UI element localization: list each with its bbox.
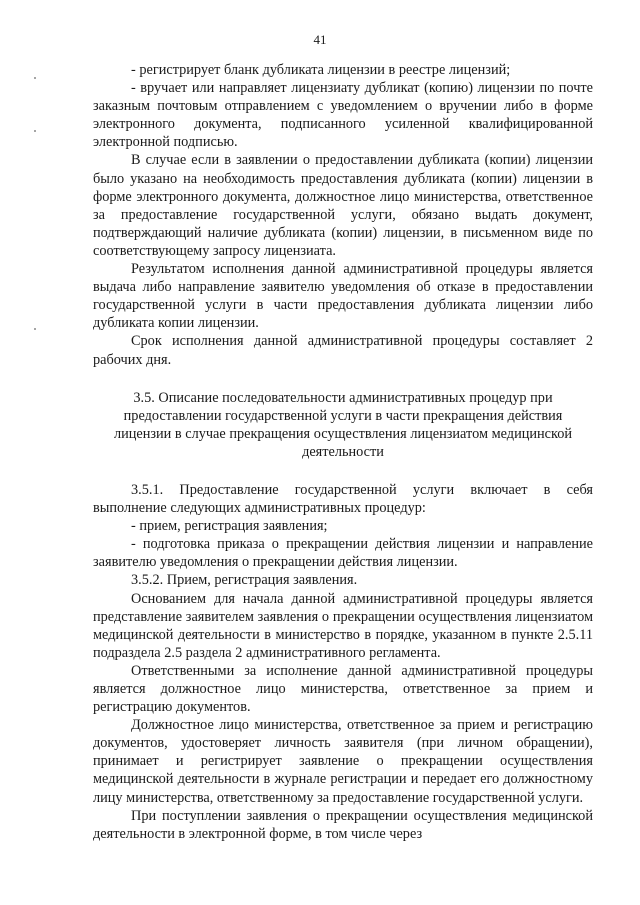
paragraph: 3.5.1. Предоставление государственной услуги включает в себя выполнение следующих административных процедур: (93, 481, 593, 517)
scan-speck (34, 130, 36, 132)
paragraph: 3.5.2. Прием, регистрация заявления. (131, 572, 358, 589)
paragraph: - прием, регистрация заявления; (131, 518, 328, 535)
paragraph: Основанием для начала данной административной процедуры является представление заявителем заявления о прекращении осуществления лицензиатом медицинской деятельности в министерство в порядке, указанном в пункте 2.5.11 подраздела 2.5 раздела 2 административного регламента. (93, 590, 593, 661)
scan-speck (34, 328, 36, 330)
paragraph: При поступлении заявления о прекращении осуществления медицинской деятельности в электронной форме, в том числе через (93, 807, 593, 842)
paragraph: Результатом исполнения данной административной процедуры является выдача либо направление заявителю уведомления об отказе в предоставлении государственной услуги в части предоставления дубликата лицензии либо дубликата копии лицензии. (93, 261, 593, 332)
paragraph: Ответственными за исполнение данной административной процедуры является должностное лицо министерства, ответственное за прием и регистрацию документов. (93, 662, 593, 716)
document-body (93, 61, 593, 843)
paragraph: - подготовка приказа о прекращении действия лицензии и направление заявителю уведомления о прекращении действия лицензии. (93, 536, 593, 571)
paragraph: В случае если в заявлении о предоставлении дубликата (копии) лицензии было указано на необходимость предоставления дубликата (копии) лицензии в форме электронного документа, должностное лицо министерства, ответственное за предоставление государственной услуги, обязано выдать документ, подтверждающий наличие дубликата (копии) лицензии, в письменном виде по соответствующему запросу лицензиата. (93, 152, 593, 259)
paragraph: - вручает или направляет лицензиату дубликат (копию) лицензии по почте заказным почтовым отправлением с уведомлением о вручении либо в форме электронного документа, подписанного усиленной квалифицированной электронной подписью. (93, 80, 593, 151)
section-heading: 3.5. Описание последовательности административных процедур при предоставлении государственной услуги в части прекращения действия лицензии в случае прекращения осуществления лицензиатом медицинской деятельности (113, 389, 573, 460)
paragraph: - регистрирует бланк дубликата лицензии в реестре лицензий; (131, 62, 511, 78)
paragraph: Должностное лицо министерства, ответственное за прием и регистрацию документов, удостоверяет личность заявителя (при личном обращении), принимает и регистрирует заявление о прекращении осуществления медицинской деятельности в журнале регистрации и передает его должностному лицу министерства, ответственному за предоставление государственной услуги. (93, 717, 593, 806)
scan-speck (34, 77, 36, 79)
page-number: 41 (313, 32, 327, 47)
paragraph: Срок исполнения данной административной процедуры составляет 2 рабочих дня. (93, 333, 593, 368)
